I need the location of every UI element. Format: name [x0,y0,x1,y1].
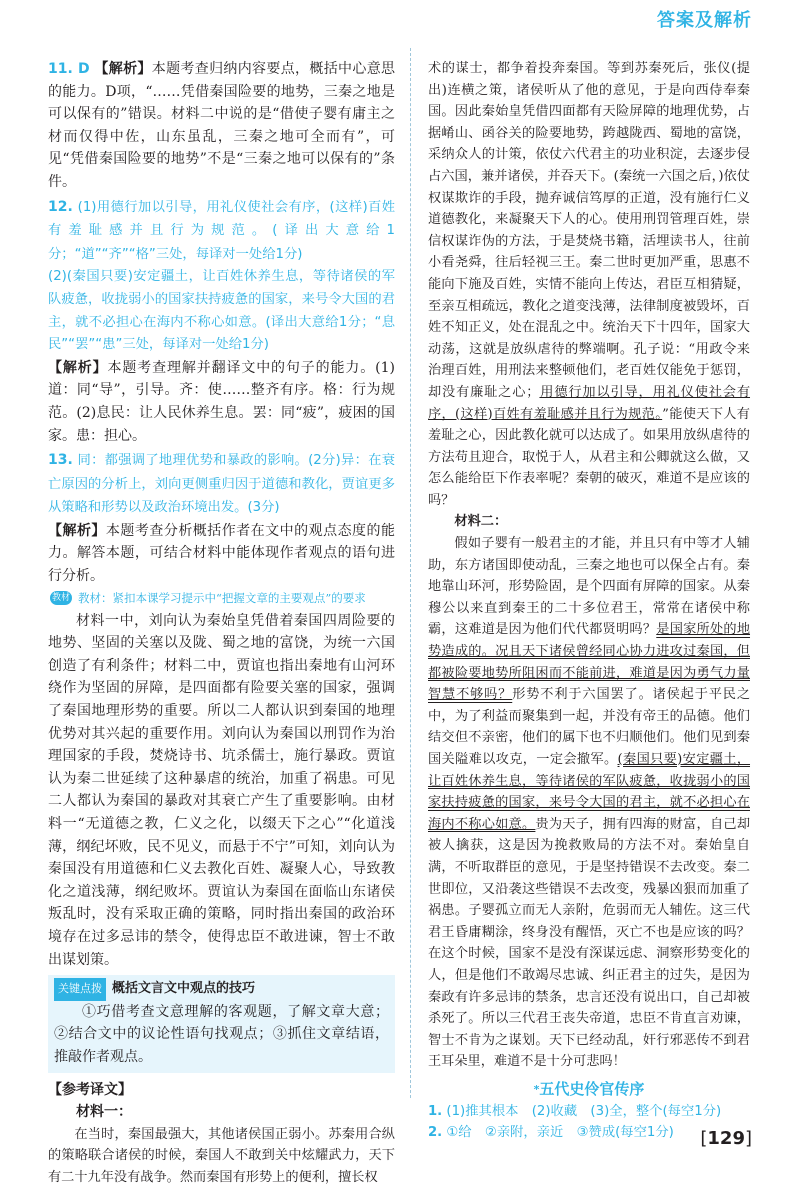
material-2-underlined-1: 是国家所处的地势造成的。况且天下诸侯曾经同心协力进攻过秦国，但都被险要地势所阻困而不能前进，难道是因为勇气力量智慧不够吗？ [428,622,751,703]
textbook-note [48,591,395,606]
q12-tag: 【解析】 [48,359,108,376]
chapter-title-text: 五代史伶官传序 [539,1079,645,1098]
material-1-part-a: 术的谋士，都争着投奔秦国。等到苏秦死后，张仪(提出)连横之策，诸侯听从了他的意见，于是向西侍奉秦国。因此秦始皇凭借四面都有天险屏障的地理优势，占据崤山、函谷关的险要地势，跨越陇西、蜀地的富饶，采纳众人的计策，依仗六代君主的功业积淀，去逐步侵占六国，兼并诸侯，并吞天下。(秦统一六国之后，)依仗权谋欺诈的手段，抛弃诚信笃厚的正道，没有施行仁义道德教化，来凝聚天下人的心。使用刑罚管理百姓，崇信权谋诈伪的方法，于是焚烧书籍，活埋读书人，往前小看尧舜，往后轻视三王。秦二世时更加严重，思惠不能向下施及百姓，实情不能向上传达，君臣互相猜疑，至亲互相疏远，教化之道变浅薄，法律制度被毁坏，百姓不知正义，处在混乱之中。统治天下十四年，国家大动荡，这就是放纵虐待的弊端啊。孔子说：“用政令来治理百姓，用刑法来整顿他们，老百姓仅能免于惩罚，却没有廉耻之心； [428,61,750,400]
material-2-part-b: 形势不利于六国罢了。诸侯起于平民之中，为了利益而聚集到一起，并没有帝王的品德。他们结交但不亲密，他们的属下也不归顺他们。他们见到秦国关隘难以攻克，一定会撤军。 [428,687,751,767]
q11-number: 11. D [48,61,90,77]
header-title: 答案及解析 [657,10,752,31]
material-2-label: 材料二： [454,514,508,530]
key-tip-title: 概括文言文中观点的技巧 [112,981,256,997]
q12-answer-1: (1)用德行加以引导，用礼仪使社会有序，(这样)百姓有羞耻感并且行为规范。(译出大意给1分；“道”“齐”“格”三处，每译对一处给1分) [48,199,395,262]
material-1-label: 材料一： [76,1104,132,1121]
key-tip-header [54,977,389,1001]
material-1-continued [428,58,750,511]
material-2-part-a: 假如子婴有一般君主的才能，并且只有中等才人辅助，东方诸国即使动乱，三秦之地也可以保全占有。秦地靠山环河，形势险固，是个四面有屏障的国家。从秦穆公以来直到秦王的二十多位君王，常常在诸侯中称霸，这难道是因为他们代代都贤明吗？ [428,536,750,638]
textbook-note-icon: 教材 [51,592,70,603]
answer-1-text: (1)推其根本 (2)收藏 (3)全，整个(每空1分) [446,1103,722,1119]
column-divider [410,48,411,1098]
material-1-underlined: 用德行加以引导，用礼仪使社会有序，(这样)百姓有羞耻感并且行为规范。 [428,384,751,422]
q13-text: 本题考查分析概括作者在文中的观点态度的能力。解答本题，可结合材料中能体现作者观点的语句进行分析。 [48,522,396,585]
q13-tag: 【解析】 [48,522,106,539]
answer-2-number: 2. [428,1125,443,1141]
q13-answer: 同：都强调了地理优势和暴政的影响。(2分)异：在衰亡原因的分析上，刘向更侧重归因于道德和教化，贾谊更多从策略和形势以及政治环境出发。(3分) [48,453,395,516]
material-1-part-b: ”能使天下人有羞耻之心，因此教化就可以达成了。如果用放纵虐待的方法苟且迎合，取悦于人，从君主和公卿就这么做，又怎么能给臣下作表率呢？秦朝的破灭，难道不是应该的吗？ [428,406,750,508]
key-tip-text: ①巧借考查文意理解的客观题，了解文章大意；②结合文中的议论性语句找观点；③抓住文章结语，推敲作者观点。 [54,1003,389,1065]
textbook-note-text: 教材：紧扣本课学习提示中“把握文章的主要观点”的要求 [78,590,366,605]
q13-paragraph: 材料一中，刘向认为秦始皇凭借着秦国四周险要的地势、坚固的关塞以及陇、蜀之地的富饶，为统一六国创造了有利条件；材料二中，贾谊也指出秦地有山河环绕作为坚固的屏障，是四面都有险要关塞的国家，强调了秦国地理形势的重要。所以二人都认识到秦国的地理优势对其兴起的重要作用。刘向认为秦国以刑罚作为治理国家的手段，焚烧诗书、坑杀儒士，施行暴政。贾谊认为秦二世延续了这种暴虐的统治，加重了祸患。可见二人都认为秦国的暴政对其衰亡产生了重要影响。由材料一“无道德之教，仁义之化，以缀天下之心”“化道浅薄，纲纪坏败，民不见义，而悬于不宁”可知，刘向认为秦国没有用道德和仁义去教化百姓、凝聚人心，导致教化之道浅薄，纲纪败坏。贾谊认为秦国在面临山东诸侯叛乱时，没有采取正确的策略，同时指出秦国的政治环境存在过多忌讳的禁令，使得忠臣不敢进谏，智士不敢出谋划策。 [48,612,395,968]
q13 [48,449,395,520]
q11-text: 本题考查归纳内容要点，概括中心意思的能力。D项，“……凭借秦国险要的地势，三秦之地是可以保有的”错误。材料二中说的是“借使子婴有庸主之材而仅得中佐，山东虽乱，三秦之地可全而有”，可见“凭借秦国险要的地势”不是“三秦之地可以保有的”条件。 [48,61,396,190]
chapter-asterisk-icon: * [533,1082,540,1096]
q11 [48,58,395,194]
q12-number: 12. [48,198,73,215]
reference-translation-title: 【参考译文】 [48,1081,132,1098]
q12 [48,196,395,267]
key-tip-badge: 关键点拨 [54,978,106,1001]
answer-1-number: 1. [428,1103,443,1119]
material-2-underlined-2: (秦国只要)安定疆土，让百姓休养生息，等待诸侯的军队疲惫，收拢弱小的国家扶持疲惫的国家，来号令大国的君主，就不必担心在海内不称心如意。 [428,752,751,832]
q13-analysis [48,520,395,588]
key-tip-box [48,975,395,1072]
q12-text: 本题考查理解并翻译文中的句子的能力。(1)道：同“导”，引导。齐：使……整齐有序。格：行为规范。(2)息民：让人民休养生息。罢：同“疲”，疲困的国家。患：担心。 [48,359,395,444]
q11-tag: 【解析】 [94,61,152,77]
answer-2-text: ①给 ②亲附，亲近 ③赞成(每空1分) [446,1125,674,1141]
page-number: [ 129 ] [700,1128,752,1149]
right-column [428,58,750,1144]
q13-number: 13. [48,452,73,469]
q12-answer-2: (2)(秦国只要)安定疆土，让百姓休养生息，等待诸侯的军队疲惫，收拢弱小的国家扶持疲惫的国家，来号令大国的君主，就不必担心在海内不称心如意。(译出大意给1分；“息民”“罢”“患”三处，每译对一处给1分) [48,269,395,353]
material-2-part-c: 贵为天子，拥有四海的财富，自己却被人擒获，这是因为挽救败局的方法不对。秦始皇自满，不听取群臣的意见，于是坚持错误不去改变。秦二世即位，又沿袭这些错误不去改变，残暴凶狠而加重了祸患。子婴孤立而无人亲附，危弱而无人辅佐。这三代君王昏庸糊涂，终身没有醒悟，灭亡不也是应该的吗？在这个时候，国家不是没有深谋远虑、洞察形势变化的人，但是他们不敢竭尽忠诚、纠正君主的过失，是因为秦政有许多忌讳的禁条，忠言还没有说出口，自己却被杀死了。所以三代君王丧失帝道，忠臣不肯直言劝谏，智士不肯为之谋划。天下已经动乱，奸行邪恶传不到君王耳朵里，难道不是十分可悲吗！ [428,816,751,1070]
answer-1 [428,1101,750,1123]
chapter-title [428,1079,750,1101]
material-1-text: 在当时，秦国最强大，其他诸侯国正弱小。苏秦用合纵的策略联合诸侯的时候，秦国人不敢到关中炫耀武力，天下有二十九年没有战争。然而秦国有形势上的便利，擅长权 [48,1126,395,1185]
material-2-text [428,533,750,1073]
q12-analysis [48,357,395,447]
left-column [48,58,395,1189]
